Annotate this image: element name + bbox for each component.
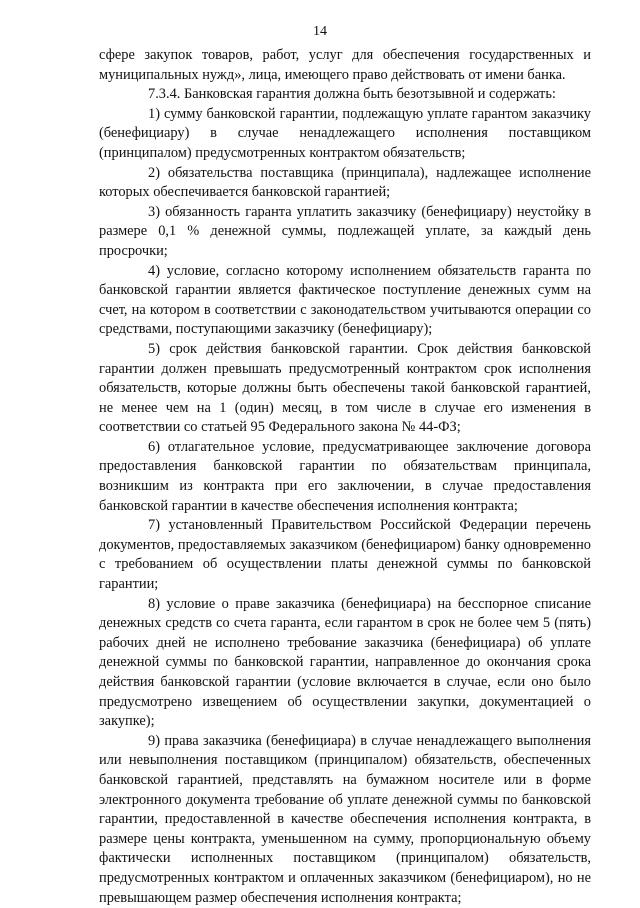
paragraph: 3) обязанность гаранта уплатить заказчику (бенефициару) неустойку в размере 0,1 % денежной суммы, подлежащей уплате, за каждый день просрочки; bbox=[99, 203, 591, 259]
paragraph: 1) сумму банковской гарантии, подлежащую уплате гарантом заказчику (бенефициару) в случае ненадлежащего исполнения поставщиком (принципалом) предусмотренных контрактом обязательств; bbox=[99, 105, 591, 161]
paragraph: сфере закупок товаров, работ, услуг для обеспечения государственных и муниципальных нужд», лица, имеющего право действовать от имени банка. bbox=[99, 47, 591, 83]
document-body bbox=[99, 46, 591, 908]
paragraph: 4) условие, согласно которому исполнением обязательств гаранта по банковской гарантии является фактическое поступление денежных сумм на счет, на котором в соответствии с законодательством учитываются операции со средствами, поступающими заказчику (бенефициару); bbox=[99, 262, 591, 338]
paragraph: 5) срок действия банковской гарантии. Срок действия банковской гарантии должен превышать предусмотренный контрактом срок исполнения обязательств, которые должны быть обеспечены такой банковской гарантией, не менее чем на 1 (один) месяц, в том числе в случае его изменения в соответствии со статьей 95 Федерального закона № 44-ФЗ; bbox=[99, 340, 591, 436]
paragraph: 7.3.4. Банковская гарантия должна быть безотзывной и содержать: bbox=[148, 86, 556, 103]
paragraph: 7) установленный Правительством Российской Федерации перечень документов, предоставляемых заказчиком (бенефициаром) банку одновременно с требованием об осуществлении платы денежной суммы по банковской гарантии; bbox=[99, 517, 591, 593]
paragraph: 9) права заказчика (бенефициара) в случае ненадлежащего выполнения или невыполнения поставщиком (принципалом) обязательств, обеспеченных банковской гарантией, представлять на бумажном носителе или в форме электронного документа требование об уплате денежной суммы по банковской гарантии, предоставленной в качестве обеспечения исполнения контракта, в размере цены контракта, уменьшенном на сумму, пропорциональную объему фактически исполненных поставщиком (принципалом) обязательств, предусмотренных контрактом и оплаченных заказчиком (бенефициаром), но не превышающем размер обеспечения исполнения контракта; bbox=[99, 732, 591, 906]
page-number: 14 bbox=[313, 24, 327, 39]
paragraph: 6) отлагательное условие, предусматривающее заключение договора предоставления банковской гарантии по обязательствам принципала, возникшим из контракта при его заключении, в случае предоставления банковской гарантии в качестве обеспечения исполнения контракта; bbox=[99, 438, 591, 514]
paragraph: 8) условие о праве заказчика (бенефициара) на бесспорное списание денежных средств со счета гаранта, если гарантом в срок не более чем 5 (пять) рабочих дней не исполнено требование заказчика (бенефициара) об уплате денежной суммы по банковской гарантии, направленное до окончания срока действия банковской гарантии (условие включается в случае, если оно было предусмотрено извещением об осуществлении закупки, документацией о закупке); bbox=[99, 595, 591, 730]
paragraph: 2) обязательства поставщика (принципала), надлежащее исполнение которых обеспечивается банковской гарантией; bbox=[99, 164, 591, 201]
